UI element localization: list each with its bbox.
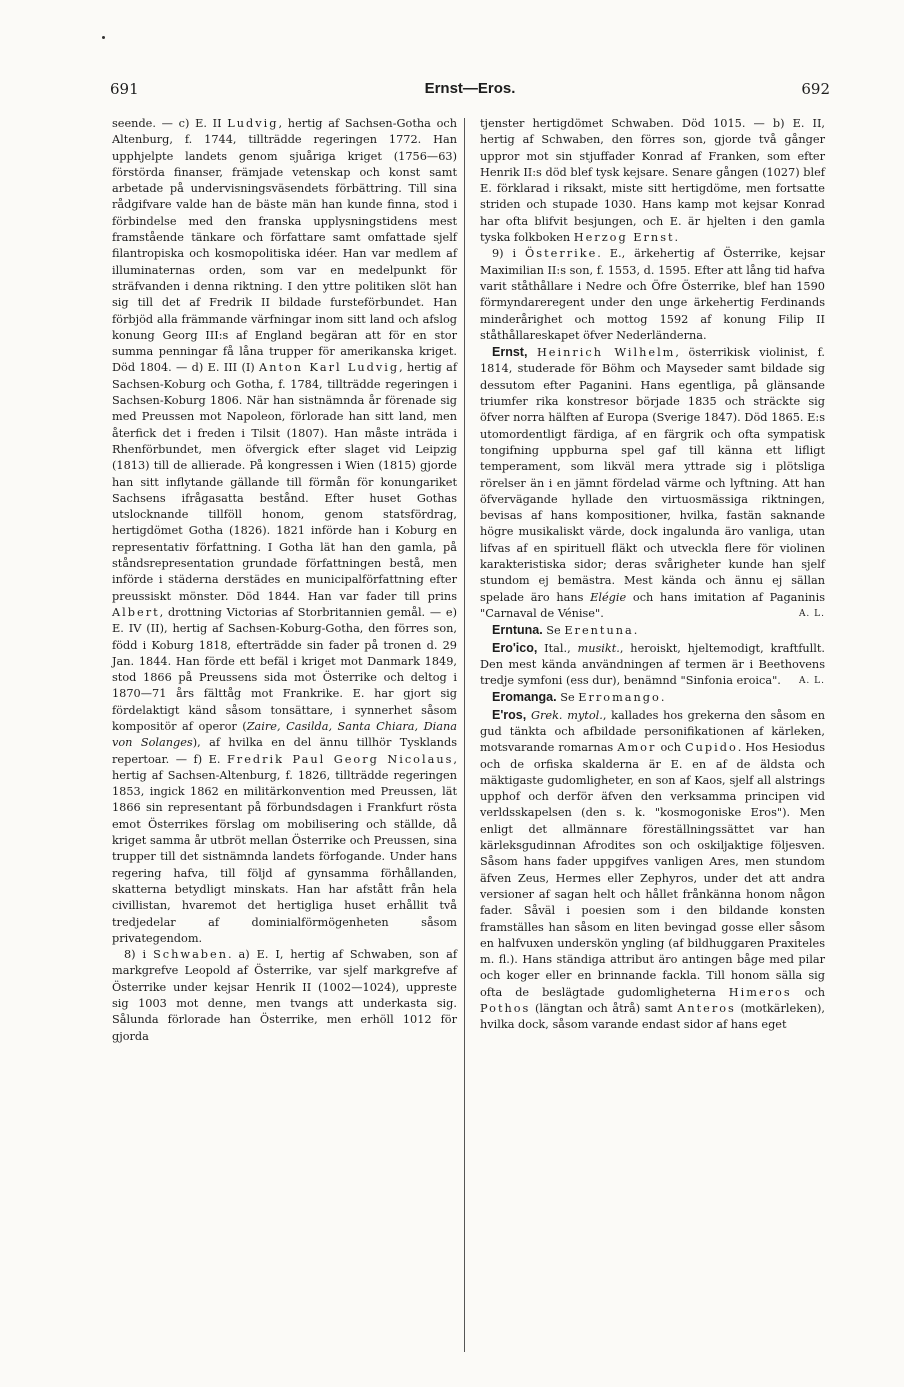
headword: Eromanga.	[492, 690, 557, 705]
article-ernst-schwaben-cont: tjenster hertigdömet Schwaben. Död 1015. — b) E. II, hertig af Schwaben, den förres son, gjorde två gånger uppror mot sin stjuffader Konrad af Franken, som efter Henrik II:s död blef tysk kejsare. Senare gången (1027) blef E. förklarad i riksakt, miste sitt hertigdöme, men fortsatte striden och stupade 1030. Hans kamp mot kejsar Konrad har ofta blifvit besjungen, och E. är hjelten i den gamla tyska folkboken Herzog Ernst.	[480, 117, 825, 245]
author-signature: A. L.	[798, 676, 825, 687]
page-speck	[102, 36, 105, 39]
author-signature: A. L.	[798, 608, 825, 619]
entry-eros: E'ros, Grek. mytol., kallades hos grekerna den såsom en gud tänkta och afbildade personifikationen af kärleken, motsvarande romarnas Amor och Cupido. Hos Hesiodus och de orfiska skalderna är E. en af de äldsta och mäktigaste gudomligheter, en son af Kaos, sjelf all alstrings upphof och derför äfven den verksamma principen vid verldsskapelsen (den s. k. "kosmogoniske Eros"). Men enligt det allmännare föreställningssättet var han kärleksgudinnan Afrodites son och oskiljaktige följesven. Såsom hans fader uppgifves vanligen Ares, men stundom äfven Zeus, Hermes eller Zephyros, under det att andra versioner af sagan helt och hållet frånkänna honom någon fader. Såväl i poesien som i den bildande konsten framställes han såsom en liten bevingad gosse eller såsom en halfvuxen underskön yngling (af bildhuggaren Praxiteles m. fl.). Hans ständiga attribut äro antingen båge med pilar och koger eller en brinnande fackla. Till honom sälla sig ofta de beslägtade gudomligheterna Himeros och Pothos (längtan och åtrå) samt Anteros (motkärleken), hvilka dock, såsom varande endast sidor af hans eget	[480, 707, 826, 1032]
article-ernst-schwaben: 8) i Schwaben. a) E. I, hertig af Schwaben, son af markgrefve Leopold af Österrike, var sjelf markgrefve af Österrike under kejsar Henrik II (1002—1024), uppreste sig 1003 mot denne, men tvangs att underkasta sig. Sålunda förlorade han Österrike, men erhöll 1012 för gjorda	[112, 948, 458, 1043]
page-header	[110, 80, 830, 104]
entry-eroico: Ero'ico, Ital., musikt., heroiskt, hjeltemodigt, kraftfullt. Den mest kända användningen af termen är i Beethovens tredje symfoni (ess dur), benämnd "Sinfonia eroica". A. L.	[480, 640, 825, 690]
headword: Erntuna.	[492, 623, 543, 638]
entry-ernst-violinist: Ernst, Heinrich Wilhelm, österrikisk violinist, f. 1814, studerade för Böhm och Mayseder samt bildade sig dessutom efter Paganini. Hans egentliga, på glänsande triumfer rika konstresor började 1835 och sträckte sig öfver norra hälften af Europa (Sverige 1847). Död 1865. E:s utomordentligt färdiga, af en färgrik och ofta sympatisk tongifning uppburna spel gaf till känna ett lifligt temperament, som likväl mera yttrade sig i plötsliga rörelser än i en jämnt fördelad värme och lyftning. Att han öfvervägande hyllade den virtuosmässiga riktningen, bevisas af hans kompositioner, hvilka, fastän saknande högre musikaliskt värde, dock ingalunda äro vanliga, utan lifvas af en spirituell fläkt och utveckla flere för violinen karakteristiska sidor; deras svårigheter kunde han sjelf stundom ej bemästra. Mest kända och ännu ej sällan spelade äro hans Elégie och hans imitation af Paganinis "Carnaval de Vénise". A. L.	[480, 344, 825, 622]
headword: Ernst,	[492, 345, 528, 360]
headword: E'ros,	[492, 707, 527, 722]
right-column	[480, 116, 825, 1034]
entry-erntuna: Erntuna. Se Erentuna.	[492, 623, 638, 638]
page-number-right: 692	[801, 80, 830, 98]
entry-eromanga: Eromanga. Se Erromango.	[492, 690, 665, 705]
article-ernst-austria: 9) i Österrike. E., ärkehertig af Österrike, kejsar Maximilian II:s son, f. 1553, d. 1595. Efter att lång tid hafva varit ståthållare i Nedre och Öfre Österrike, blef han 1590 förmyndareregent under den unge ärkehertig Ferdinands minderårighet och mottog 1592 af konung Filip II ståthållareskapet öfver Nederländerna.	[480, 247, 825, 342]
left-column	[112, 116, 457, 1045]
headword: Ero'ico,	[492, 640, 538, 655]
article-ernst-saxony: seende. — c) E. II Ludvig, hertig af Sachsen-Gotha och Altenburg, f. 1744, tillträdde regeringen 1772. Han upphjelpte landets genom sjuåriga kriget (1756—63) förstörda finanser, främjade vetenskap och konst samt arbetade på undervisningsväsendets förbättring. Till sina rådgifvare valde han de bäste män han kunde finna, stod i förbindelse med den franska upplysningstidens mest framstående tänkare och författare samt omfattade sjelf filantropiska och kosmopolitiska idéer. Han var medlem af illuminaternas orden, som var en medelpunkt för sträfvanden i denna riktning. I den yttre politiken slöt han sig till det af Fredrik II bildade fursteförbundet. Han förbjöd alla främmande värfningar inom sitt land och afslog konung Georg III:s af England begäran att för en stor summa penningar få låna trupper för amerikanska kriget. Död 1804. — d) E. III (I) Anton Karl Ludvig, hertig af Sachsen-Koburg och Gotha, f. 1784, tillträdde regeringen i Sachsen-Koburg 1806. När han sistnämnda år förenade sig med Preussen mot Napoleon, förlorade han sitt land, men återfick det i freden i Tilsit (1807). Han måste inträda i Rhenförbundet, men öfvergick efter slaget vid Leipzig (1813) till de allierade. På kongressen i Wien (1815) gjorde han sitt inflytande gällande till förmån för konungariket Sachsens ifrågasatta bestånd. Efter huset Gothas utslocknande tillföll honom, genom statsfördrag, hertigdömet Gotha (1826). 1821 införde han i Koburg en representativ författning. I Gotha lät han den gamla, på ståndsrepresentation grundade författningen bestå, men införde i städerna derstädes en municipalförfattning efter preussiskt mönster. Död 1844. Han var fader till prins Albert, drottning Victorias af Storbritannien gemål. — e) E. IV (II), hertig af Sachsen-Koburg-Gotha, den förres son, född i Koburg 1818, efterträdde sin fader på tronen d. 29 Jan. 1844. Han förde ett befäl i kriget mot Danmark 1849, stod 1866 på Preussens sida mot Österrike och deltog i 1870—71 års fälttåg mot Frankrike. E. har gjort sig fördelaktigt känd såsom tonsättare, i synnerhet såsom kompositör af operor (Zaire, Casilda, Santa Chiara, Diana von Solanges), af hvilka en del ännu tillhör Tysklands repertoar. — f) E. Fredrik Paul Georg Nicolaus, hertig af Sachsen-Altenburg, f. 1826, tillträdde regeringen 1853, ingick 1862 en militärkonvention med Preussen, lät 1866 sin representant på förbundsdagen i Frankfurt rösta emot Österrikes förslag om mobilisering och ställde, då kriget samma år utbröt mellan Österrike och Preussen, sina trupper till det sistnämnda landets förfogande. Under hans regering hafva, till följd af gynsamma förhållanden, skatterna betydligt minskats. Han har afstått från hela civillistan, hvaremot det hertigliga huset erhållit två tredjedelar af dominialförmögenheten såsom privategendom.	[112, 117, 457, 945]
column-divider	[464, 118, 465, 1352]
page-number-left: 691	[110, 80, 139, 98]
running-head: Ernst—Eros.	[424, 80, 516, 97]
